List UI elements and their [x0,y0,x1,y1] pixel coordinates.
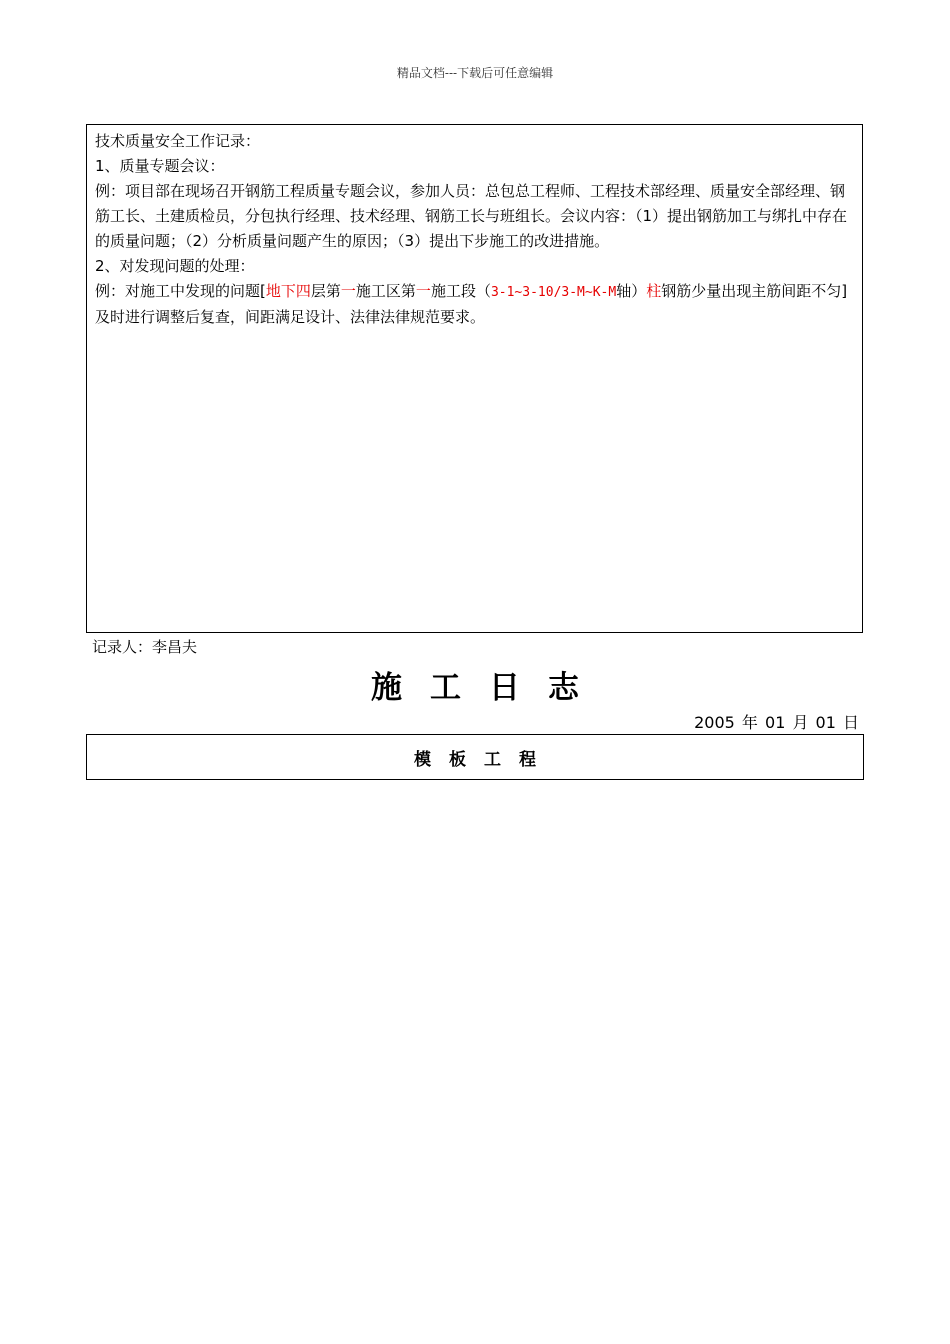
item1-text: 例：项目部在现场召开钢筋工程质量专题会议，参加人员：总包总工程师、工程技术部经理、质量安全部经理、钢筋工长、土建质检员，分包执行经理、技术经理、钢筋工长与班组长。会议内容：（1）提出钢筋加工与绑扎中存在的质量问题；（2）分析质量问题产生的原因；（3）提出下步施工的改进措施。 [95,182,848,250]
page-header-note: 精品文档---下载后可任意编辑 [396,66,554,80]
item2-title: 2、对发现问题的处理： [95,257,255,275]
member-type: 柱 [646,282,662,300]
page-title: 施工日志 [371,670,607,706]
item2-text [95,279,854,330]
record-heading: 技术质量安全工作记录： [95,132,261,150]
item2-t4: 轴） [616,282,647,300]
section-title-box [86,734,864,780]
section-title: 模板工程 [414,749,554,770]
floor-label: 地下四 [265,282,311,300]
axis-range: 3-1~3-10/3-M~K-M [490,285,617,300]
item2-t2: 施工区第 [355,282,416,300]
zone-number: 一 [340,282,356,300]
segment-number: 一 [415,282,431,300]
item2-suffix: 钢筋少量出现主筋间距不匀]及时进行调整后复查，间距满足设计、法律法律规范要求。 [95,282,848,326]
recorder-label: 记录人：李昌夫 [92,638,198,656]
item2-t1: 层第 [310,282,341,300]
item2-prefix: 例：对施工中发现的问题[ [95,282,266,300]
item2-t3: 施工段（ [430,282,491,300]
item1-title: 1、质量专题会议： [95,157,225,175]
work-record-box [86,124,863,633]
log-date: 2005 年 01 月 01 日 [694,713,859,732]
